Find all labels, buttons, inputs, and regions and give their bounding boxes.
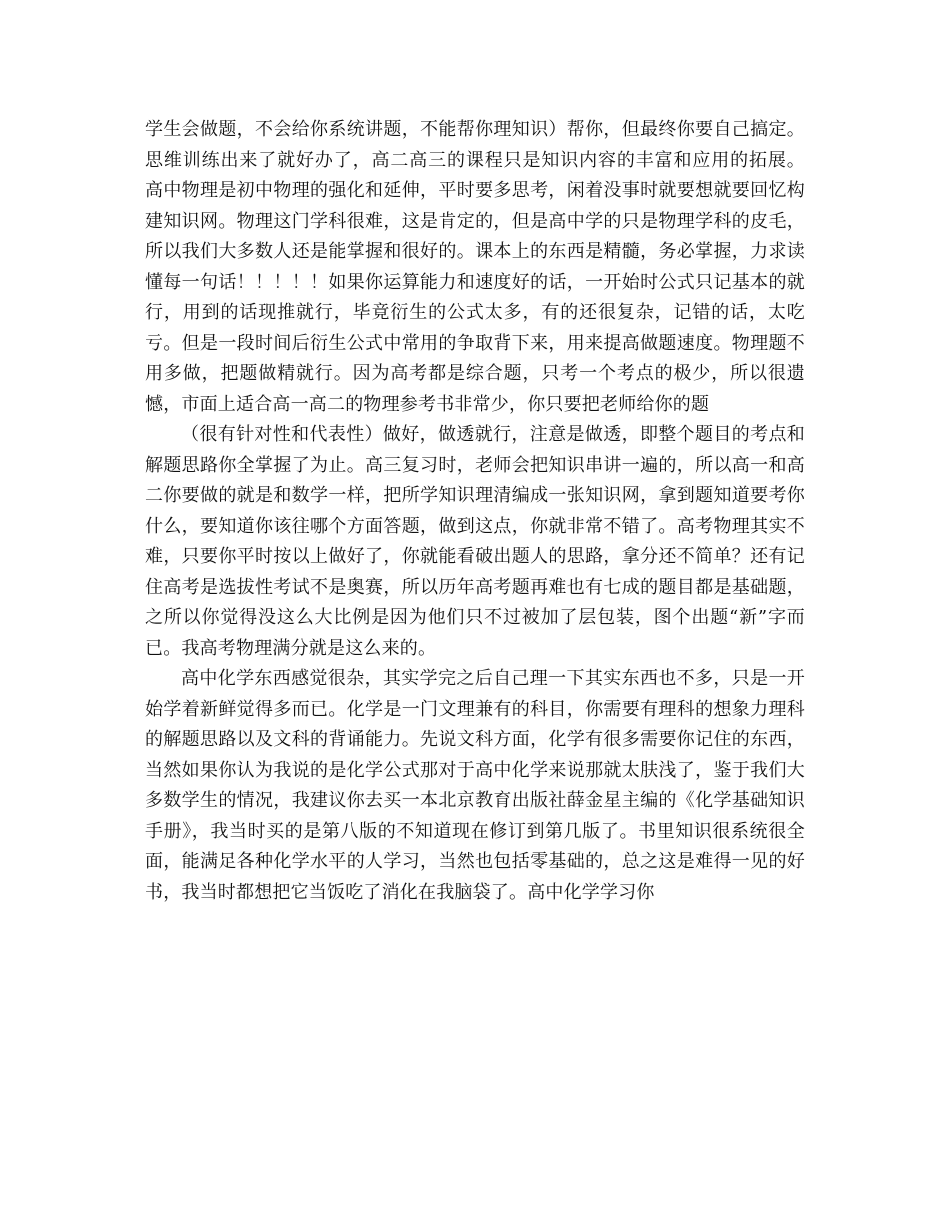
paragraph-physics-1: 学生会做题，不会给你系统讲题，不能帮你理知识）帮你，但最终你要自己搞定。思维训练出来了就好办了，高二高三的课程只是知识内容的丰富和应用的拓展。 高中物理是初中物理的强化和延伸，平时要多思考，闲着没事时就要想就要回忆构建知识网。物理这门学科很难，这是肯定的，但是高中学的只是物理学科的皮毛，所以我们大多数人还是能掌握和很好的。课本上的东西是精髓，务必掌握，力求读懂每一句话！！！！！如果你运算能力和速度好的话，一开始时公式只记基本的就行，用到的话现推就行，毕竟衍生的公式太多，有的还很复杂，记错的话，太吃亏。但是一段时间后衍生公式中常用的争取背下来，用来提高做题速度。物理题不用多做，把题做精就行。因为高考都是综合题，只考一个考点的极少，所以很遗憾，市面上适合高一高二的物理参考书非常少，你只要把老师给你的题 bbox=[145, 119, 805, 415]
paragraph-chemistry: 高中化学东西感觉很杂，其实学完之后自己理一下其实东西也不多，只是一开始学着新鲜觉得多而已。化学是一门文理兼有的科目，你需要有理科的想象力理科的解题思路以及文科的背诵能力。先说文科方面，化学有很多需要你记住的东西，当然如果你认为我说的是化学公式那对于高中化学来说那就太肤浅了，鉴于我们大多数学生的情况，我建议你去买一本北京教育出版社薛金星主编的《化学基础知识手册》，我当时买的是第八版的不知道现在修订到第几版了。书里知识很系统很全面，能满足各种化学水平的人学习，当然也包括零基础的，总之这是难得一见的好书，我当时都想把它当饭吃了消化在我脑袋了。高中化学学习你 bbox=[145, 668, 805, 903]
paragraph-physics-2: （很有针对性和代表性）做好，做透就行，注意是做透，即整个题目的考点和解题思路你全掌握了为止。高三复习时，老师会把知识串讲一遍的，所以高一和高二你要做的就是和数学一样，把所学知识理清编成一张知识网，拿到题知道要考你什么，要知道你该往哪个方面答题，做到这点，你就非常不错了。高考物理其实不难，只要你平时按以上做好了，你就能看破出题人的思路，拿分还不简单？还有记住高考是选拔性考试不是奥赛，所以历年高考题再难也有七成的题目都是基础题，之所以你觉得没这么大比例是因为他们只不过被加了层包装，图个出题“新”字而已。我高考物理满分就是这么来的。 bbox=[145, 424, 805, 659]
body-text bbox=[145, 115, 805, 908]
